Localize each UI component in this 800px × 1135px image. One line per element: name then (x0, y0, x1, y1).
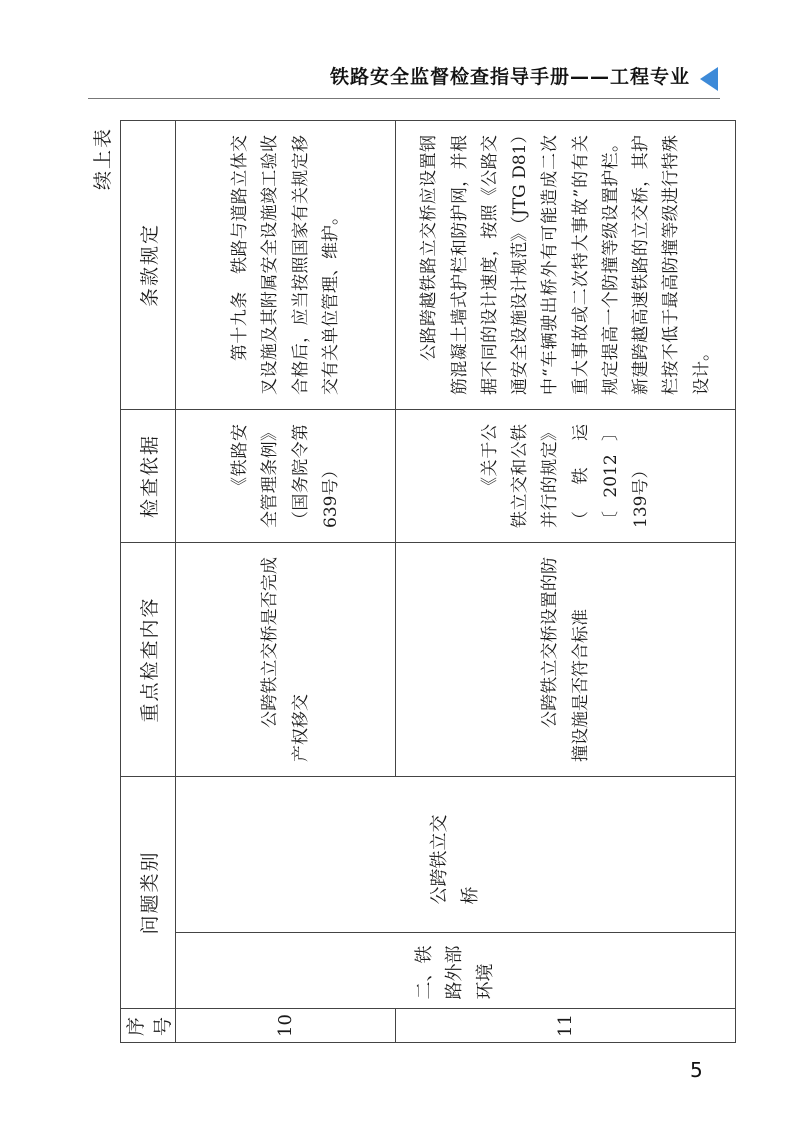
provision-cell: 第十九条 铁路与道路立体交叉设施及其附属安全设施竣工验收合格后，应当按照国家有关规定移交有关单位管理、维护。 (176, 120, 396, 409)
category-level1-text: 二、铁路外部环境 (413, 945, 496, 1000)
category-level2-cell (176, 776, 736, 932)
column-header-provision: 条款规定 (121, 120, 176, 409)
column-header-basis: 检查依据 (121, 409, 176, 542)
basis-cell: 《铁路安全管理条例》（国务院令第639号） (176, 409, 396, 542)
key-content-cell: 公跨铁立交桥是否完成产权移交 (176, 542, 396, 776)
triangle-marker-icon (700, 67, 718, 91)
basis-cell: 《关于公铁立交和公铁并行的规定》（铁运〔2012〕139号） (396, 409, 736, 542)
row-index: 11 (396, 1009, 736, 1043)
provision-cell: 公路跨越铁路立交桥应设置钢筋混凝土墙式护栏和防护网，并根据不同的设计速度，按照《公路交通安全设施设计规范》（JTG D81）中“车辆驶出桥外有可能造成二次重大事故或二次特大事故”的有关规定提高一个防撞等级设置护栏。新建跨越高速铁路的立交桥，其护栏按不低于最高防撞等级进行特殊设计。 (396, 120, 736, 409)
row-index: 10 (176, 1009, 396, 1043)
rotated-table-container (92, 121, 718, 1043)
key-content-cell: 公跨铁立交桥设置的防撞设施是否符合标准 (396, 542, 736, 776)
column-header-index: 序号 (121, 1009, 176, 1043)
running-header-title: 铁路安全监督检查指导手册——工程专业 (329, 66, 690, 88)
page-number: 5 (690, 1058, 703, 1082)
header-divider (88, 98, 720, 99)
category-level1-cell (176, 933, 736, 1009)
continued-label: 续上表 (92, 127, 114, 191)
inspection-table (120, 120, 736, 1043)
table-row (176, 120, 396, 1042)
column-header-category: 问题类别 (121, 776, 176, 1008)
column-header-key-content: 重点检查内容 (121, 542, 176, 776)
table-header-row (121, 120, 176, 1042)
category-level2-text: 公跨铁立交桥 (428, 814, 481, 905)
